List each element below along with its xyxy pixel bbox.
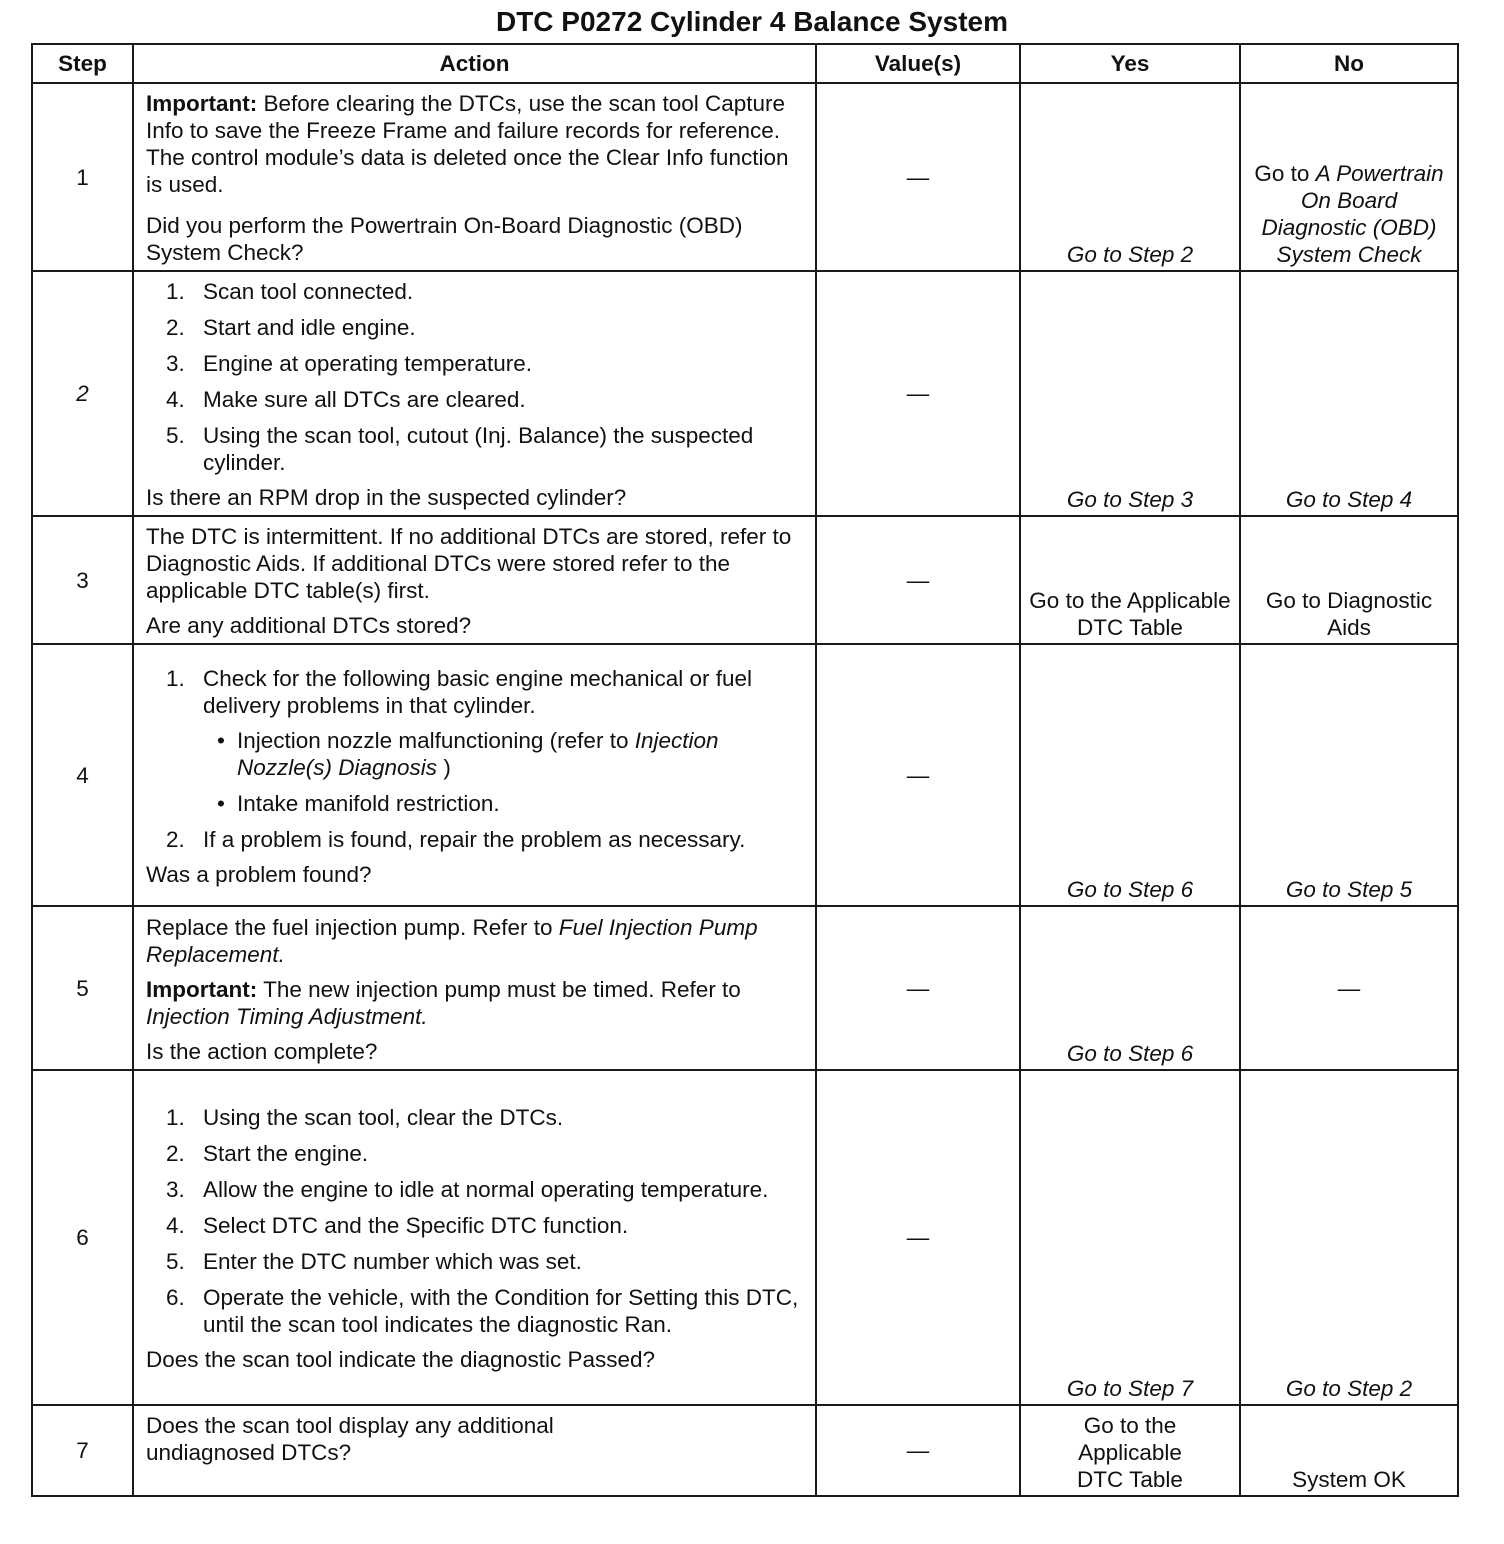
list-item [146, 350, 805, 377]
step-number: 4 [32, 644, 133, 906]
action-cell [133, 906, 816, 1070]
table-row [32, 516, 1458, 644]
step-text [146, 914, 805, 968]
list-text: Check for the following basic engine mechanical or fuel delivery problems in that cylinder. [203, 665, 753, 718]
value-cell: — [816, 644, 1020, 906]
list-text: Engine at operating temperature. [203, 351, 532, 376]
action-cell [133, 1405, 816, 1496]
value-cell: — [816, 1405, 1020, 1496]
list-item [146, 1104, 805, 1131]
yes-cell [1020, 1405, 1240, 1496]
list-item [146, 1212, 805, 1239]
yes-cell [1020, 271, 1240, 516]
step-number: 1 [32, 83, 133, 271]
yes-link[interactable]: Go to Step 3 [1066, 487, 1194, 512]
header-no: No [1240, 44, 1458, 83]
list-number: 3. [166, 1177, 185, 1202]
step-text-plain: Replace the fuel injection pump. Refer to [146, 914, 559, 940]
list-text: Using the scan tool, cutout (Inj. Balance) the suspected cylinder. [203, 423, 754, 475]
list-item [146, 665, 805, 817]
no-link[interactable]: Go to Diagnostic Aids [1265, 588, 1433, 640]
action-cell [133, 644, 816, 906]
document-title: DTC P0272 Cylinder 4 Balance System [495, 6, 1008, 37]
yes-link[interactable]: Go to the Applicable DTC Table [1077, 1413, 1183, 1492]
important-note [146, 90, 805, 198]
list-item [146, 1248, 805, 1275]
list-text: If a problem is found, repair the problem as necessary. [203, 826, 746, 852]
list-number: 4. [166, 1213, 185, 1238]
header-values: Value(s) [816, 44, 1020, 83]
list-number: 2. [166, 315, 185, 340]
value-cell: — [816, 1070, 1020, 1405]
list-number: 4. [166, 387, 185, 412]
list-item [146, 826, 805, 853]
step-number: 5 [32, 906, 133, 1070]
reference-link[interactable]: Fuel Injection Pump Replacement. [146, 914, 758, 967]
yes-cell [1020, 1070, 1240, 1405]
list-number: 1. [166, 279, 185, 304]
yes-cell [1020, 83, 1240, 271]
yes-cell [1020, 906, 1240, 1070]
list-item [146, 422, 805, 476]
important-label: Important: [146, 91, 258, 116]
yes-link[interactable]: Go to Step 6 [1066, 1041, 1194, 1066]
action-list [146, 665, 805, 853]
bullet-text-end: ) [437, 754, 451, 780]
header-row [32, 44, 1458, 83]
no-link[interactable]: System OK [1292, 1467, 1406, 1492]
action-list [146, 278, 805, 476]
list-number: 1. [166, 665, 185, 691]
header-step: Step [32, 44, 133, 83]
step-number: 2 [32, 271, 133, 516]
list-number: 5. [166, 1249, 185, 1274]
list-text: Enter the DTC number which was set. [203, 1249, 582, 1274]
action-cell [133, 1070, 816, 1405]
reference-link[interactable]: Injection Nozzle(s) Diagnosis [237, 727, 719, 780]
list-text: Using the scan tool, clear the DTCs. [203, 1105, 564, 1130]
step-question: Did you perform the Powertrain On-Board Diagnostic (OBD) System Check? [146, 213, 743, 265]
list-text: Operate the vehicle, with the Condition for Setting this DTC, until the scan tool indicates the diagnostic Ran. [203, 1285, 799, 1337]
step-question: Are any additional DTCs stored? [146, 613, 472, 638]
list-item [146, 386, 805, 413]
yes-link[interactable]: Go to the Applicable DTC Table [1029, 588, 1231, 640]
step-text: The DTC is intermittent. If no additional DTCs are stored, refer to Diagnostic Aids. If additional DTCs were stored refer to the applicable DTC table(s) first. [146, 524, 792, 603]
yes-cell [1020, 644, 1240, 906]
list-text: Start and idle engine. [203, 315, 416, 340]
yes-link[interactable]: Go to Step 6 [1066, 877, 1194, 902]
list-text: Scan tool connected. [203, 279, 414, 304]
action-cell [133, 83, 816, 271]
no-cell [1240, 271, 1458, 516]
reference-link[interactable]: Injection Timing Adjustment. [146, 1003, 428, 1029]
no-cell [1240, 1070, 1458, 1405]
no-cell [1240, 516, 1458, 644]
header-action: Action [133, 44, 816, 83]
no-link[interactable]: Go to Step 5 [1285, 877, 1413, 902]
table-row [32, 271, 1458, 516]
action-list [146, 1104, 805, 1338]
no-link[interactable]: Go to Step 4 [1285, 487, 1413, 512]
action-cell [133, 271, 816, 516]
value-cell: — [816, 516, 1020, 644]
bullet-item [203, 727, 805, 781]
step-question: Is the action complete? [146, 1038, 378, 1064]
step-question: Does the scan tool display any additional undiagnosed DTCs? [146, 1413, 554, 1465]
value-cell: — [816, 83, 1020, 271]
list-number: 5. [166, 423, 185, 448]
list-item [146, 1140, 805, 1167]
list-text: Make sure all DTCs are cleared. [203, 387, 526, 412]
table-row [32, 83, 1458, 271]
list-item [146, 278, 805, 305]
yes-link[interactable]: Go to Step 2 [1066, 242, 1194, 267]
header-yes: Yes [1020, 44, 1240, 83]
bullet-text: Injection nozzle malfunctioning (refer to [237, 727, 635, 753]
step-number: 7 [32, 1405, 133, 1496]
no-cell [1240, 1405, 1458, 1496]
list-text: Allow the engine to idle at normal operating temperature. [203, 1177, 769, 1202]
list-number: 1. [166, 1105, 185, 1130]
yes-link[interactable]: Go to Step 7 [1066, 1376, 1194, 1401]
list-text: Start the engine. [203, 1141, 369, 1166]
list-item [146, 314, 805, 341]
bullet-list [203, 727, 805, 817]
list-number: 3. [166, 351, 185, 376]
table-row [32, 906, 1458, 1070]
value-cell: — [816, 906, 1020, 1070]
important-note [146, 976, 805, 1030]
step-question: Does the scan tool indicate the diagnostic Passed? [146, 1347, 656, 1372]
list-item [146, 1176, 805, 1203]
table-row [32, 1405, 1458, 1496]
step-number: 3 [32, 516, 133, 644]
bullet-item [203, 790, 805, 817]
step-question: Is there an RPM drop in the suspected cylinder? [146, 485, 627, 510]
value-cell: — [816, 271, 1020, 516]
table-row [32, 644, 1458, 906]
important-label: Important: [146, 976, 258, 1002]
table-row [32, 1070, 1458, 1405]
bullet-text: Intake manifold restriction. [237, 790, 500, 816]
important-text: Before clearing the DTCs, use the scan tool Capture Info to save the Freeze Frame and failure records for reference. The control module’s data is deleted once the Clear Info function is used. [146, 91, 789, 197]
no-cell [1240, 83, 1458, 271]
yes-cell [1020, 516, 1240, 644]
important-text: The new injection pump must be timed. Refer to [257, 976, 741, 1002]
step-number: 6 [32, 1070, 133, 1405]
no-cell [1240, 644, 1458, 906]
list-number: 2. [166, 826, 185, 852]
list-number: 6. [166, 1285, 185, 1310]
no-link[interactable]: A Powertrain On Board Diagnostic (OBD) System Check [1261, 161, 1444, 267]
no-prefix: Go to [1254, 161, 1316, 186]
no-link[interactable]: Go to Step 2 [1285, 1376, 1413, 1401]
list-item [146, 1284, 805, 1338]
diagnostic-table [31, 43, 1459, 1497]
step-question: Was a problem found? [146, 861, 372, 887]
list-number: 2. [166, 1141, 185, 1166]
no-cell: — [1240, 906, 1458, 1070]
action-cell [133, 516, 816, 644]
list-text: Select DTC and the Specific DTC function. [203, 1213, 629, 1238]
